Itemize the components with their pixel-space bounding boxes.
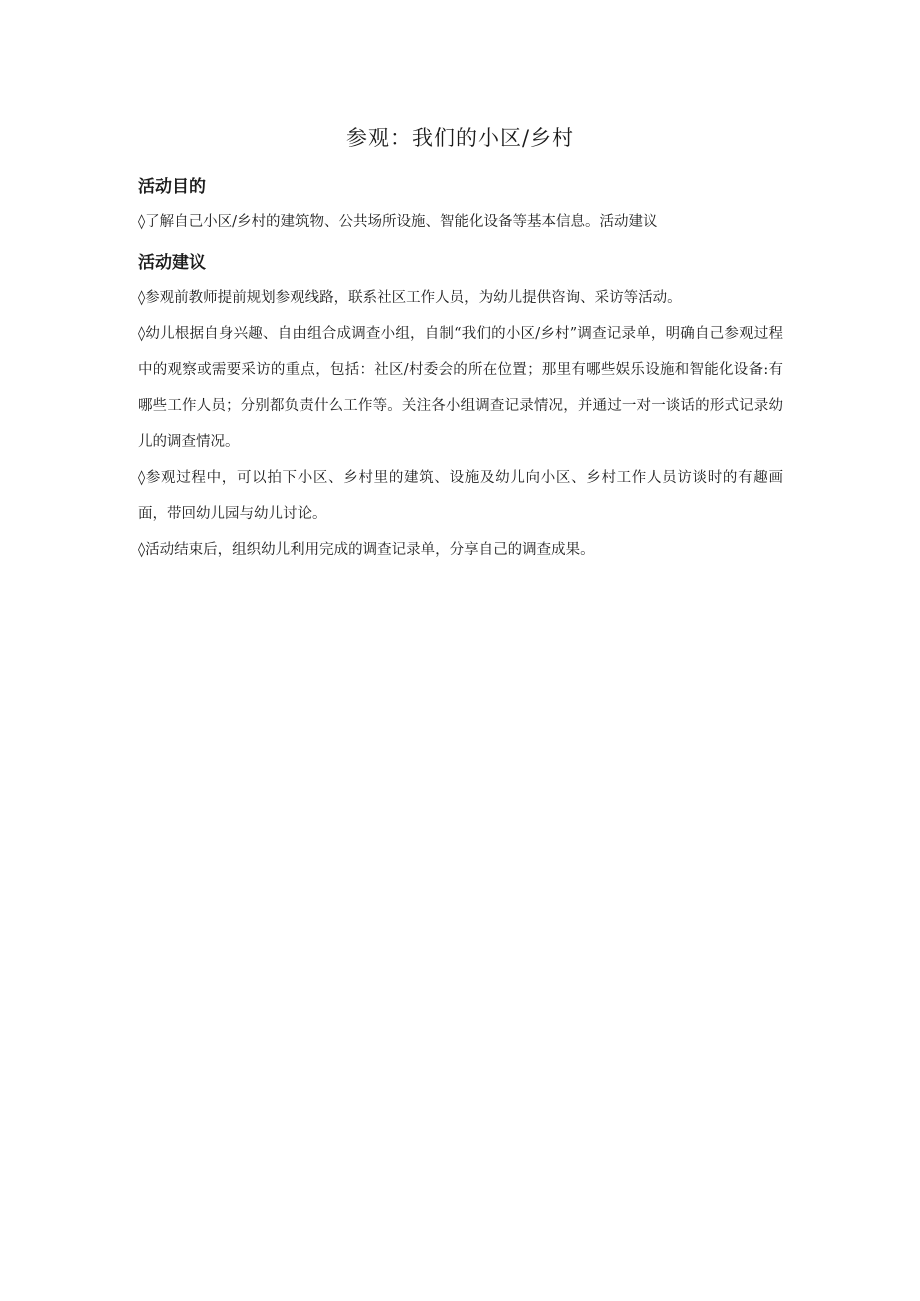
goal-paragraph: ◊了解自己小区/乡村的建筑物、公共场所设施、智能化设备等基本信息。活动建议 bbox=[138, 214, 658, 230]
suggestion-paragraph-1: ◊参观前教师提前规划参观线路，联系社区工作人员，为幼儿提供咨询、采访等活动。 bbox=[138, 290, 682, 306]
document-body bbox=[138, 174, 783, 568]
suggestion-paragraph-2: ◊幼儿根据自身兴趣、自由组合成调查小组，自制“我们的小区/乡村”调查记录单，明确自己参观过程中的观察或需要采访的重点，包括：社区/村委会的所在位置；那里有哪些娱乐设施和智能化设备:有哪些工作人员；分别都负责什么工作等。关注各小组调查记录情况，并通过一对一谈话的形式记录幼儿的调查情况。 bbox=[138, 326, 783, 450]
section-heading-suggestions: 活动建议 bbox=[138, 253, 206, 273]
section-heading-goal: 活动目的 bbox=[138, 177, 206, 197]
suggestion-paragraph-4: ◊活动结束后，组织幼儿利用完成的调查记录单，分享自己的调查成果。 bbox=[138, 542, 595, 558]
page-title: 参观：我们的小区/乡村 bbox=[345, 126, 575, 150]
suggestion-paragraph-3: ◊参观过程中，可以拍下小区、乡村里的建筑、设施及幼儿向小区、乡村工作人员访谈时的有趣画面，带回幼儿园与幼儿讨论。 bbox=[138, 470, 783, 522]
section-activity-suggestions bbox=[138, 250, 783, 568]
section-activity-goal bbox=[138, 174, 783, 240]
